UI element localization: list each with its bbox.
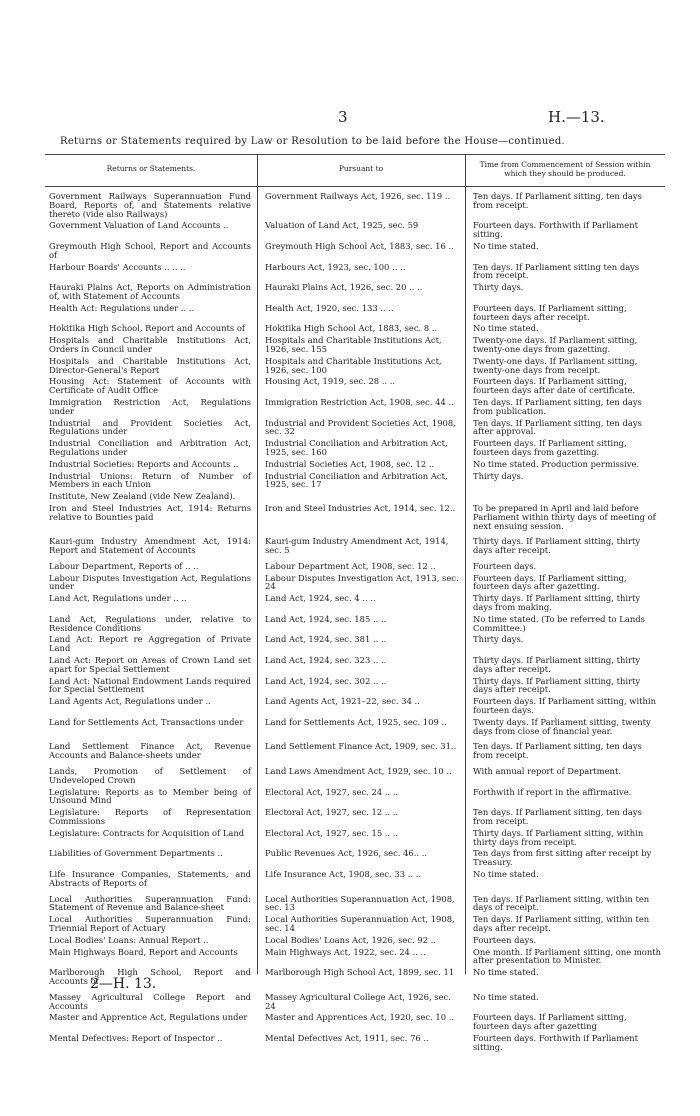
row-pursuant: Land Settlement Finance Act, 1909, sec. 31.. <box>265 741 457 752</box>
row-pursuant: Massey Agricultural College Act, 1926, sec. 24 <box>265 991 451 1011</box>
row-time: One month. If Parliament sitting, one month after presentation to Minister. <box>473 946 661 966</box>
row-time: To be prepared in April and laid before Parliament within thirty days of meeting of next ensuing session. <box>473 502 656 531</box>
table-row <box>45 915 665 933</box>
row-statement: Kauri-gum Industry Amendment Act, 1914: Report and Statement of Accounts <box>49 536 251 556</box>
row-statement: Land Act: National Endowment Lands required for Special Settlement <box>49 675 251 695</box>
row-pursuant: Marlborough High School Act, 1899, sec. 11 <box>265 967 455 978</box>
table-row <box>45 697 665 715</box>
table-row <box>45 504 665 530</box>
row-statement: Massey Agricultural College Report and Accounts <box>49 991 251 1011</box>
row-statement: Liabilities of Government Departments .. <box>49 848 223 859</box>
row-pursuant: Mental Defectives Act, 1911, sec. 76 .. <box>265 1032 429 1043</box>
row-pursuant: Electoral Act, 1927, sec. 12 .. .. <box>265 807 399 818</box>
table-row <box>45 1034 665 1052</box>
table-row <box>45 324 665 333</box>
row-time: Ten days. If Parliament sitting, within ten days after receipt. <box>473 914 650 933</box>
row-statement: Institute, New Zealand (vide New Zealand). <box>49 491 236 502</box>
row-time: No time stated. <box>473 869 539 879</box>
table-row <box>45 419 665 437</box>
table-top-rule <box>45 154 665 155</box>
row-pursuant: Hospitals and Charitable Institutions Act, 1926, sec. 155 <box>265 335 442 354</box>
row-time <box>465 492 665 501</box>
table-row <box>45 594 665 612</box>
row-time: Ten days. If Parliament sitting ten days from receipt. <box>473 261 640 281</box>
table-row <box>45 936 665 945</box>
row-statement: Land Act, Regulations under .. .. <box>49 593 187 604</box>
row-pursuant: Land for Settlements Act, 1925, sec. 109 .. <box>265 716 447 727</box>
row-pursuant: Government Railways Act, 1926, sec. 119 .. <box>265 191 451 201</box>
row-pursuant: Labour Disputes Investigation Act, 1913, sec. 24 <box>265 572 459 592</box>
row-pursuant: Main Highways Act, 1922, sec. 24 .. .. <box>265 946 426 957</box>
row-pursuant: Land Laws Amendment Act, 1929, sec. 10 .. <box>265 766 452 777</box>
table-row <box>45 192 665 218</box>
row-statement: Hospitals and Charitable Institutions Act, Orders in Council under <box>49 335 251 354</box>
table-row <box>45 788 665 806</box>
row-statement: Legislature: Reports of Representation Commissions <box>49 807 251 827</box>
table-row <box>45 767 665 785</box>
row-time: Thirty days. If Parliament sitting, thirty days after receipt. <box>473 675 641 695</box>
row-pursuant: Harbours Act, 1923, sec. 100 .. .. <box>265 261 406 272</box>
table-row <box>45 993 665 1011</box>
row-statement: Marlborough High School, Report and Accounts of <box>49 967 251 986</box>
row-time: No time stated. Production permissive. <box>473 458 640 469</box>
row-pursuant: Land Act, 1924, sec. 185 .. .. <box>265 613 387 624</box>
row-pursuant: Labour Department Act, 1908, sec. 12 .. <box>265 560 436 571</box>
row-time: Twenty-one days. If Parliament sitting, twenty-one days from receipt. <box>473 355 638 375</box>
row-pursuant: Greymouth High School Act, 1883, sec. 16 .. <box>265 240 454 251</box>
page-number: 3 <box>338 108 348 126</box>
footer-ref: 2—H. 13. <box>90 976 157 992</box>
row-time: Fourteen days. <box>473 934 537 945</box>
table-row <box>45 537 665 555</box>
row-statement: Health Act: Regulations under .. .. <box>49 302 195 313</box>
row-pursuant: Local Bodies' Loans Act, 1926, sec. 92 .. <box>265 934 437 945</box>
row-pursuant: Electoral Act, 1927, sec. 24 .. .. <box>265 786 399 797</box>
row-pursuant: Kauri-gum Industry Amendment Act, 1914, sec. 5 <box>265 536 449 556</box>
row-statement: Government Railways Superannuation Fund Board, Reports of, and Statements relative thereto (vide also Railways) <box>49 191 251 219</box>
table-row <box>45 472 665 490</box>
table-row <box>45 263 665 281</box>
row-statement: Land for Settlements Act, Transactions under <box>49 716 244 727</box>
table-row <box>45 460 665 469</box>
row-pursuant: Industrial Conciliation and Arbitration Act, 1925, sec. 17 <box>265 470 448 490</box>
row-time: Fourteen days. If Parliament sitting, fourteen days after receipt. <box>473 302 627 322</box>
row-pursuant: Land Act, 1924, sec. 4 .. .. <box>265 593 376 604</box>
table-row <box>45 615 665 633</box>
row-pursuant: Industrial and Provident Societies Act, 1908, sec. 32 <box>265 417 456 437</box>
row-statement: Master and Apprentice Act, Regulations under <box>49 1012 248 1023</box>
row-pursuant: Life Insurance Act, 1908, sec. 33 .. .. <box>265 869 422 879</box>
table-row <box>45 808 665 826</box>
row-statement: Industrial Unions: Return of Number of Members in each Union <box>49 470 251 490</box>
row-pursuant: Local Authorities Superannuation Act, 1908, sec. 13 <box>265 893 455 913</box>
row-pursuant: Industrial Societies Act, 1908, sec. 12 .. <box>265 458 435 469</box>
row-time: Ten days. If Parliament sitting, ten days from receipt. <box>473 807 642 827</box>
column-header-time: Time from Commencement of Session within which they should be produced. <box>479 160 651 178</box>
row-time: No time stated. <box>473 240 539 251</box>
row-statement: Housing Act: Statement of Accounts with Certificate of Audit Office <box>49 376 251 396</box>
row-pursuant: Iron and Steel Industries Act, 1914, sec. 12.. <box>265 502 456 513</box>
row-statement: Industrial Societies: Reports and Accounts .. <box>49 458 239 469</box>
row-time: Fourteen days. <box>473 560 537 571</box>
row-time: Thirty days. If Parliament sitting, thirty days from making. <box>473 593 641 613</box>
row-time: Thirty days. <box>473 282 524 293</box>
row-statement: Labour Disputes Investigation Act, Regulations under <box>49 572 251 592</box>
column-header-pursuant: Pursuant to <box>338 164 384 173</box>
table-row <box>45 574 665 592</box>
row-statement: Land Agents Act, Regulations under .. <box>49 696 211 707</box>
row-statement: Local Authorities Superannuation Fund: Triennial Report of Actuary <box>49 914 251 933</box>
row-pursuant: Land Act, 1924, sec. 302 .. .. <box>265 675 387 686</box>
row-time: Ten days. If Parliament sitting, ten days after approval. <box>473 417 642 437</box>
table-title: Returns or Statements required by Law or Resolution to be laid before the House—continued. <box>60 136 566 147</box>
row-time: Thirty days. If Parliament sitting, within thirty days from receipt. <box>473 827 644 847</box>
row-statement: Legislature: Contracts for Acquisition of Land <box>49 827 245 838</box>
row-pursuant: Immigration Restriction Act, 1908, sec. 44 .. <box>265 396 454 407</box>
row-pursuant: Land Act, 1924, sec. 381 .. .. <box>265 634 387 645</box>
row-pursuant: Master and Apprentices Act, 1920, sec. 10 .. <box>265 1012 455 1023</box>
row-time: Fourteen days. If Parliament sitting, fourteen days after date of certificate. <box>473 376 636 396</box>
row-statement: Local Authorities Superannuation Fund: Statement of Revenue and Balance-sheet <box>49 893 251 913</box>
header-bottom-rule <box>45 186 665 187</box>
row-statement: Mental Defectives: Report of Inspector .. <box>49 1032 223 1043</box>
row-statement: Land Act, Regulations under, relative to Residence Conditions <box>49 613 251 633</box>
row-statement: Main Highways Board, Report and Accounts <box>49 946 238 957</box>
row-time: Fourteen days. If Parliament sitting, fourteen days after gazetting. <box>473 572 627 592</box>
row-time: Fourteen days. Forthwith if Parliament sitting. <box>473 220 638 240</box>
row-statement: Industrial Conciliation and Arbitration Act, Regulations under <box>49 438 251 457</box>
row-statement: Government Valuation of Land Accounts .. <box>49 220 229 231</box>
column-header-returns: Returns or Statements. <box>106 164 196 173</box>
row-statement: Harbour Boards' Accounts .. .. .. <box>49 261 186 272</box>
row-statement: Hokitika High School, Report and Accounts of <box>49 323 246 334</box>
row-time: Thirty days. <box>473 634 524 645</box>
row-time: Ten days. If Parliament sitting, ten days from publication. <box>473 396 642 416</box>
row-statement: Lands, Promotion of Settlement of Undeveloped Crown <box>49 766 251 785</box>
row-time: Fourteen days. If Parliament sitting, fourteen days from gazetting. <box>473 438 627 457</box>
table-row <box>45 849 665 867</box>
row-time: Ten days from first sitting after receipt by Treasury. <box>473 848 652 868</box>
table-row <box>45 336 665 354</box>
table-row <box>45 895 665 913</box>
table-row <box>45 829 665 847</box>
row-pursuant: Land Agents Act, 1921–22, sec. 34 .. <box>265 696 420 707</box>
row-time: No time stated. <box>473 991 539 1002</box>
row-pursuant: Local Authorities Superannuation Act, 1908, sec. 14 <box>265 914 455 933</box>
row-time: Ten days. If Parliament sitting, ten days from receipt. <box>473 191 642 210</box>
row-time: Ten days. If Parliament sitting, within ten days of receipt. <box>473 893 650 913</box>
row-time: No time stated. <box>473 323 539 334</box>
row-time: Thirty days. If Parliament sitting, thirty days after receipt. <box>473 655 641 674</box>
row-pursuant: Hokitika High School Act, 1883, sec. 8 .. <box>265 323 438 334</box>
table-row <box>45 562 665 571</box>
row-statement: Greymouth High School, Report and Accounts of <box>49 240 251 260</box>
table-row <box>45 635 665 653</box>
row-pursuant: Industrial Conciliation and Arbitration Act, 1925, sec. 160 <box>265 438 448 457</box>
row-statement: Labour Department, Reports of .. .. <box>49 560 199 571</box>
table-row <box>45 742 665 760</box>
table-row <box>45 1013 665 1031</box>
table-row <box>45 304 665 322</box>
row-time: Thirty days. If Parliament sitting, thirty days after receipt. <box>473 536 641 556</box>
row-pursuant <box>257 492 465 501</box>
row-time: Ten days. If Parliament sitting, ten days from receipt. <box>473 741 642 761</box>
row-time: Twenty-one days. If Parliament sitting, twenty-one days from gazetting. <box>473 335 638 354</box>
table-body <box>45 192 665 1055</box>
row-statement: Land Act: Report on Areas of Crown Land set apart for Special Settlement <box>49 655 251 674</box>
row-pursuant: Health Act, 1920, sec. 133 .. .. <box>265 302 394 313</box>
table-row <box>45 492 665 501</box>
row-time: No time stated. (To be referred to Lands Committee.) <box>473 613 645 633</box>
document-ref: H.—13. <box>548 108 605 126</box>
table-row <box>45 283 665 301</box>
row-pursuant: Land Act, 1924, sec. 323 .. .. <box>265 655 387 666</box>
table-row <box>45 242 665 260</box>
row-time: With annual report of Department. <box>473 766 621 777</box>
row-time: Twenty days. If Parliament sitting, twenty days from close of financial year. <box>473 716 651 736</box>
row-statement: Immigration Restriction Act, Regulations under <box>49 396 251 416</box>
row-pursuant: Electoral Act, 1927, sec. 15 .. .. <box>265 827 399 838</box>
row-statement: Legislature: Reports as to Member being of Unsound Mind <box>49 786 251 806</box>
table-row <box>45 718 665 736</box>
table-row <box>45 948 665 966</box>
row-time: Fourteen days. Forthwith if Parliament sitting. <box>473 1032 638 1052</box>
row-time: Forthwith if report in the affirmative. <box>473 786 632 797</box>
row-pursuant: Hauraki Plains Act, 1926, sec. 20 .. .. <box>265 282 423 293</box>
table-row <box>45 221 665 239</box>
row-statement: Hauraki Plains Act, Reports on Administration of, with Statement of Accounts <box>49 282 251 301</box>
row-statement: Industrial and Provident Societies Act, Regulations under <box>49 417 251 437</box>
table-row <box>45 870 665 888</box>
row-time: Fourteen days. If Parliament sitting, within fourteen days. <box>473 696 656 716</box>
row-pursuant: Hospitals and Charitable Institutions Act, 1926, sec. 100 <box>265 355 442 375</box>
table-row <box>45 656 665 674</box>
table-row <box>45 357 665 375</box>
row-pursuant: Valuation of Land Act, 1925, sec. 59 <box>265 220 419 231</box>
table-row <box>45 439 665 457</box>
row-time: No time stated. <box>473 967 539 978</box>
table-row <box>45 398 665 416</box>
row-pursuant: Housing Act, 1919, sec. 28 .. .. <box>265 376 396 387</box>
row-statement: Land Settlement Finance Act, Revenue Accounts and Balance-sheets under <box>49 741 251 761</box>
row-time: Thirty days. <box>473 470 524 481</box>
row-time: Fourteen days. If Parliament sitting, fourteen days after gazetting <box>473 1012 627 1032</box>
row-statement: Hospitals and Charitable Institutions Act, Director-General's Report <box>49 355 251 375</box>
row-statement: Iron and Steel Industries Act, 1914: Returns relative to Bounties paid <box>49 502 251 522</box>
table-row <box>45 677 665 695</box>
row-pursuant: Public Revenues Act, 1926, sec. 46.. .. <box>265 848 428 859</box>
row-statement: Land Act: Report re Aggregation of Private Land <box>49 634 251 654</box>
row-statement: Local Bodies' Loans: Annual Report .. <box>49 934 209 945</box>
table-row <box>45 377 665 395</box>
row-statement: Life Insurance Companies, Statements, and Abstracts of Reports of <box>49 869 251 888</box>
